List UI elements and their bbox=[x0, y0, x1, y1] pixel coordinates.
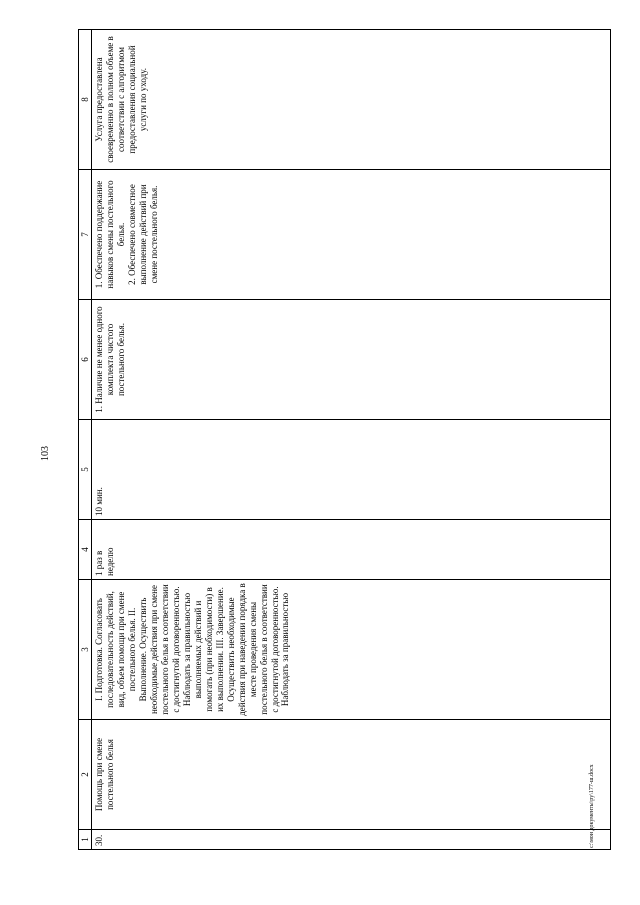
service-duration: 10 мин. bbox=[92, 420, 611, 520]
col-number-2: 2 bbox=[79, 720, 92, 830]
rotated-table-container bbox=[78, 30, 618, 850]
page-number: 103 bbox=[40, 446, 51, 461]
quality-indicators: 1. Наличие не менее одного комплекта чистого постельного белья. bbox=[92, 300, 611, 420]
col-number-6: 6 bbox=[79, 300, 92, 420]
col-number-5: 5 bbox=[79, 420, 92, 520]
col-number-3: 3 bbox=[79, 580, 92, 720]
service-content: I. Подготовка. Согласовать последовательность действий, вид, объем помощи при смене постельного белья. II. Выполнение. Осуществить необходимые действия при смене постельного белья в соответствии с достигнутой договоренностью. Наблюдать за правильностью выполняемых действий и помогать (при необходимости) в их выполнении. III. Завершение. Осуществить необходимые действия при наведении порядка в месте проведения смены постельного белья в соответствии с достигнутой договоренностью. Наблюдать за правильностью bbox=[92, 580, 611, 720]
service-frequency: 1 раз в неделю bbox=[92, 520, 611, 580]
service-name: Помощь при смене постельного белья bbox=[92, 720, 611, 830]
services-table bbox=[78, 29, 611, 850]
result-cell bbox=[92, 170, 611, 300]
result-item-1: 1. Обеспечено поддержание навыков смены постельного белья. bbox=[94, 180, 126, 289]
row-number: 30. bbox=[92, 830, 611, 850]
col-number-7: 7 bbox=[79, 170, 92, 300]
header-row bbox=[79, 30, 92, 850]
col-number-8: 8 bbox=[79, 30, 92, 170]
quality-assessment: Услуга предоставлена своевременно в полном объеме в соответствии с алгоритмом предоставления социальной услуги по уходу. bbox=[92, 30, 611, 170]
table-row bbox=[92, 30, 611, 850]
col-number-4: 4 bbox=[79, 520, 92, 580]
footer-file-path: c:\мои документы\ру\177-ш.docx bbox=[589, 764, 595, 848]
result-item-2: 2. Обеспечено совместное выполнение действий при смене постельного белья. bbox=[126, 184, 159, 285]
col-number-1: 1 bbox=[79, 830, 92, 850]
